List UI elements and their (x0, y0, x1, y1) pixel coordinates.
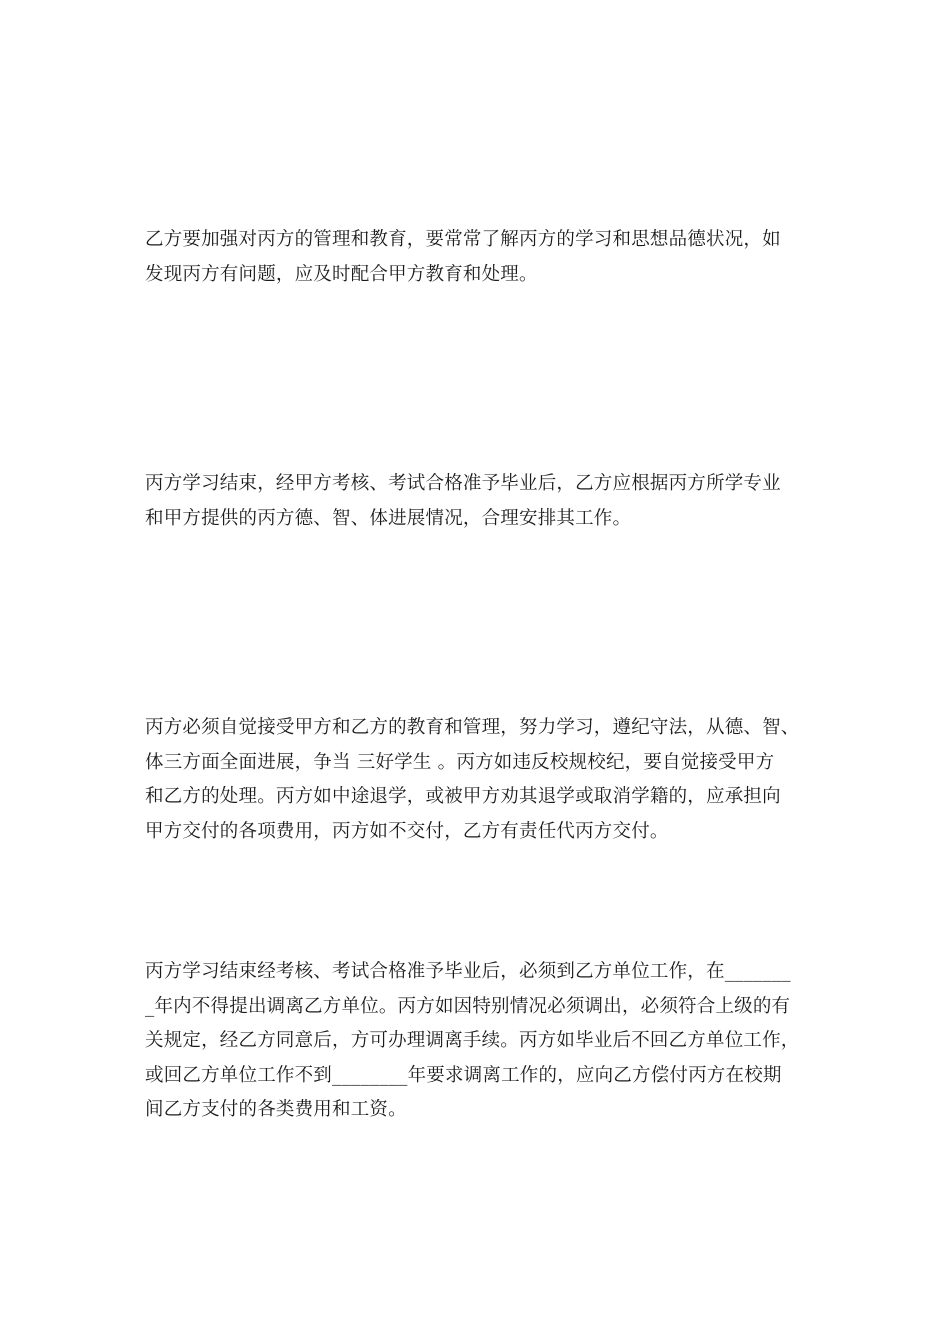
text-line: 体三方面全面进展，争当 三好学生 。丙方如违反校规校纪，要自觉接受甲方 (145, 751, 775, 773)
paragraph-guardian-duties (145, 223, 810, 292)
text-line: 甲方交付的各项费用，丙方如不交付，乙方有责任代丙方交付。 (145, 820, 669, 842)
text-line: 丙方学习结束经考核、考试合格准予毕业后，必须到乙方单位工作，在_______ (145, 961, 791, 982)
text-line: _年内不得提出调离乙方单位。丙方如因特别情况必须调出，必须符合上级的有 (145, 995, 791, 1017)
text-line: 乙方要加强对丙方的管理和教育，要常常了解丙方的学习和思想品德状况，如 (145, 229, 781, 250)
text-line: 关规定，经乙方同意后，方可办理调离手续。丙方如毕业后不回乙方单位工作， (145, 1030, 800, 1051)
text-line: 丙方必须自觉接受甲方和乙方的教育和管理，努力学习，遵纪守法，从德、智、 (145, 717, 800, 738)
text-line: 丙方学习结束，经甲方考核、考试合格准予毕业后，乙方应根据丙方所学专业 (145, 473, 781, 494)
text-line: 和甲方提供的丙方德、智、体进展情况，合理安排其工作。 (145, 507, 632, 529)
paragraph-job-arrangement (145, 467, 810, 536)
paragraph-service-commitment (145, 955, 810, 1128)
text-line: 发现丙方有问题，应及时配合甲方教育和处理。 (145, 263, 538, 285)
text-line: 或回乙方单位工作不到________年要求调离工作的，应向乙方偿付丙方在校期 (145, 1064, 782, 1086)
text-line: 间乙方支付的各类费用和工资。 (145, 1099, 407, 1120)
paragraph-student-obligations (145, 711, 810, 849)
text-line: 和乙方的处理。丙方如中途退学，或被甲方劝其退学或取消学籍的，应承担向 (145, 786, 781, 807)
